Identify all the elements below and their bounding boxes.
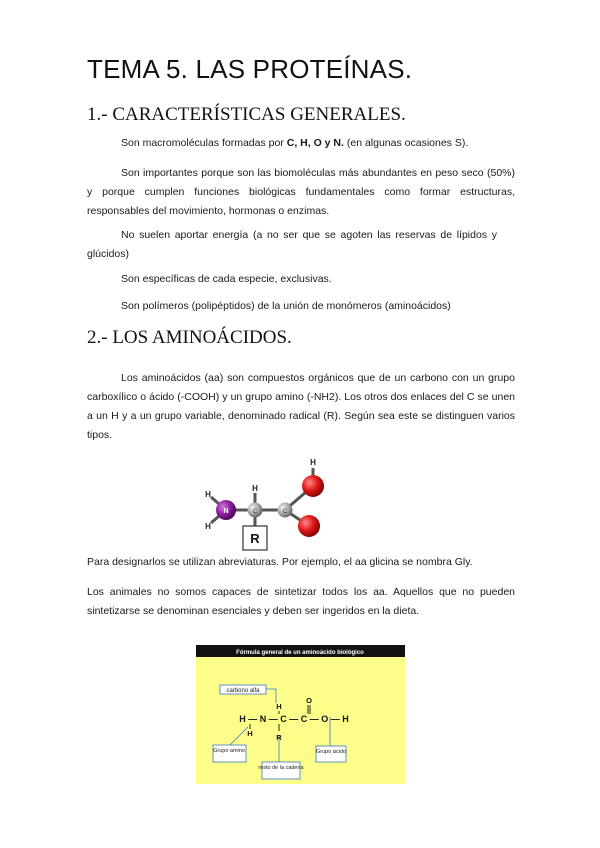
- formula-main-chain: H — N — C — C — O — H: [239, 714, 349, 724]
- radical-label: R: [250, 531, 260, 546]
- paragraph-abbreviations: Para designarlos se utilizan abreviaturas. Por ejemplo, el aa glicina se nombra Gly.: [87, 556, 473, 568]
- formula-amino-hydrogen: H: [247, 729, 253, 738]
- composition-text-post: (en algunas ocasiones S).: [343, 137, 469, 149]
- formula-radical: R: [276, 733, 282, 742]
- amino-hydrogen-bottom: H: [205, 522, 211, 531]
- carboxyl-carbon-label: C: [282, 509, 288, 515]
- page-title: TEMA 5. LAS PROTEÍNAS.: [87, 54, 413, 84]
- amino-acid-ball-stick-diagram: [195, 452, 335, 560]
- section-1-heading: 1.- CARACTERÍSTICAS GENERALES.: [87, 104, 406, 125]
- radical-group-label: resto de la cadena: [258, 765, 304, 771]
- composition-text-pre: Son macromoléculas formadas por: [121, 137, 287, 149]
- paragraph-importance: Son importantes porque son las biomoléculas más abundantes en peso seco (50%) y porque cumplen funciones biológicas fundamentales como formar estructuras, responsables del movimiento, hormonas o enzimas.: [87, 167, 515, 217]
- carbonyl-oxygen-atom: [298, 515, 320, 537]
- formula-alpha-hydrogen: H: [276, 702, 282, 711]
- alpha-hydrogen: H: [252, 484, 258, 493]
- acid-group-label: Grupo ácido: [316, 749, 346, 755]
- paragraph-composition: [87, 134, 515, 153]
- alpha-carbon-box-label: carbono alfa: [226, 688, 260, 694]
- general-formula-figure: [196, 645, 405, 784]
- paragraph-essential: Los animales no somos capaces de sintetizar todos los aa. Aquellos que no pueden sintetizarse se denominan esenciales y deben ser ingeridos en la dieta.: [87, 586, 515, 617]
- formula-carbonyl-oxygen: O: [306, 696, 312, 705]
- hydroxyl-oxygen-atom: [302, 475, 324, 497]
- amino-hydrogen-top: H: [205, 490, 211, 499]
- composition-elements: C, H, O y N.: [286, 137, 344, 149]
- amino-group-label: Grupo amino: [213, 748, 245, 754]
- paragraph-amino-definition: Los aminoácidos (aa) son compuestos orgánicos que de un carbono con un grupo carboxílico o ácido (-COOH) y un grupo amino (-NH2). Los otros dos enlaces del C se unen a un H y a un grupo variable, denominado radical (R). Según sea este se distinguen varios tipos.: [87, 372, 515, 441]
- hydroxyl-hydrogen: H: [310, 458, 316, 467]
- alpha-carbon-label: C: [252, 509, 258, 515]
- nitrogen-label: N: [223, 508, 229, 515]
- paragraph-specificity: Son específicas de cada especie, exclusivas.: [121, 273, 332, 285]
- paragraph-energy: No suelen aportar energía (a no ser que se agoten las reservas de lípidos y glúcidos): [87, 229, 497, 260]
- section-2-heading: 2.- LOS AMINOÁCIDOS.: [87, 327, 292, 348]
- formula-header-text: Fórmula general de un aminoácido biológico: [236, 650, 364, 656]
- paragraph-polymers: Son polímeros (polipéptidos) de la unión de monómeros (aminoácidos): [121, 300, 451, 312]
